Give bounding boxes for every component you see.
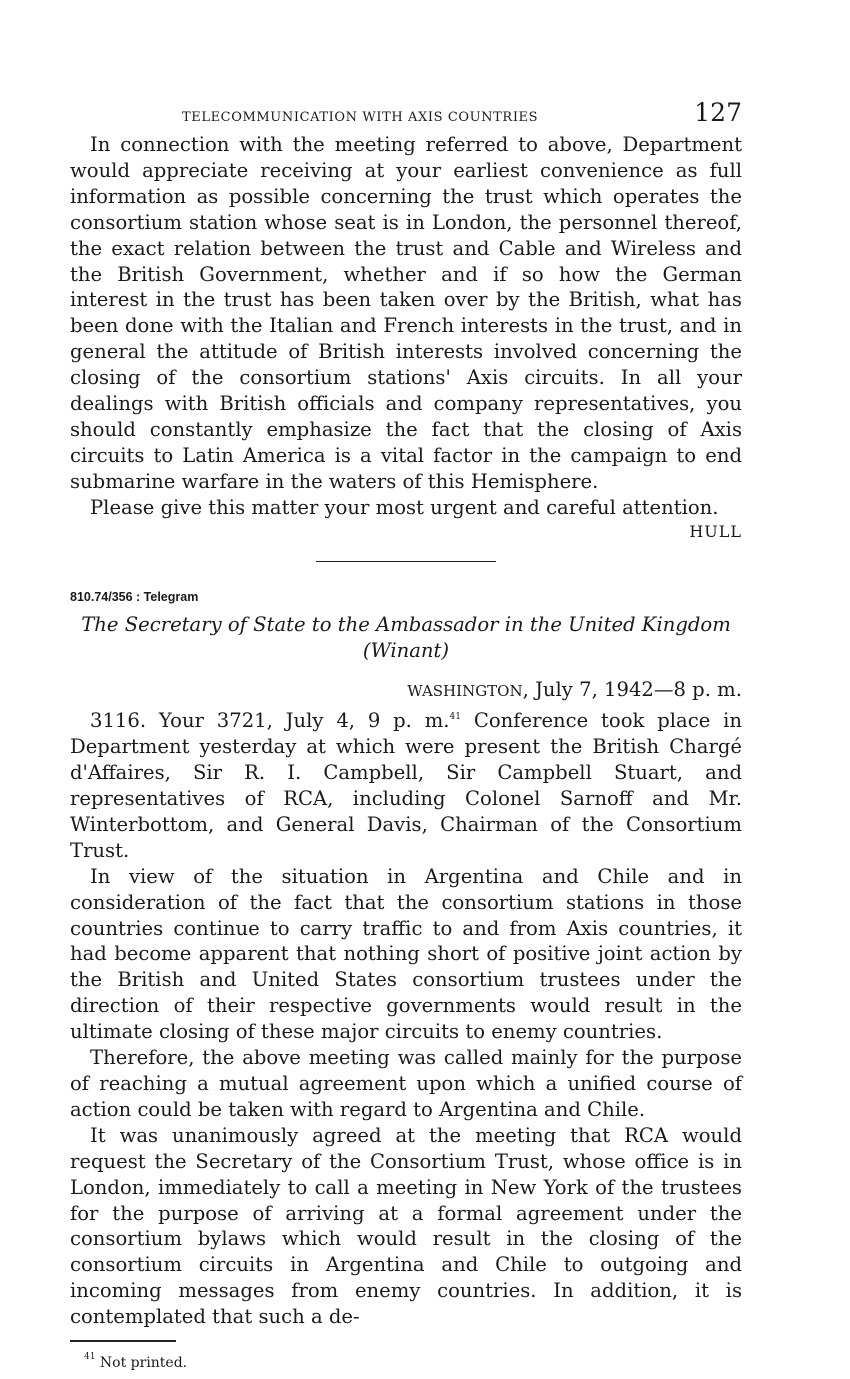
body-paragraph: In view of the situation in Argentina and Chile and in consideration of the fact that the consortium stations in those countries continue to carry traffic to and from Axis countries, it had become apparent that nothing short of positive joint action by the British and United States consortium trustees under the direction of their respective governments would result in the ultimate closing of these major circuits to enemy countries. (70, 864, 742, 1044)
file-number: 810.74/356 : Telegram (70, 589, 199, 604)
telegram-reference: 3116. Your 3721, July 4, 9 p. m. (90, 709, 450, 733)
dateline-date: , July 7, 1942—8 p. m. (522, 678, 742, 702)
section-divider (316, 561, 496, 562)
document-heading-line: (Winant) (362, 638, 450, 662)
footnote-text: Not printed. (99, 1355, 188, 1372)
document-heading (70, 612, 742, 664)
running-head-title: TELECOMMUNICATION WITH AXIS COUNTRIES (182, 110, 539, 125)
footnote-divider (70, 1340, 176, 1342)
footnote-number: 41 (84, 1352, 96, 1363)
footnote (70, 1352, 742, 1371)
prior-document-paragraph: In connection with the meeting referred to above, Department would appreciate receiving at your earliest convenience as full information as possible concerning the trust which operates the consortium station whose seat is in London, the personnel thereof, the exact relation between the trust and Cable and Wireless and the British Government, whether and if so how the German interest in the trust has been taken over by the British, what has been done with the Italian and French interests in the trust, and in general the attitude of British interests involved concerning the closing of the consortium stations' Axis circuits. In all your dealings with British officials and company representatives, you should constantly emphasize the fact that the closing of Axis circuits to Latin America is a vital factor in the campaign to end submarine warfare in the waters of this Hemisphere. (70, 133, 742, 493)
footnote-reference: 41 (449, 712, 461, 723)
page-number: 127 (694, 98, 742, 127)
running-head (70, 98, 742, 132)
body-paragraph: It was unanimously agreed at the meeting that RCA would request the Secretary of the Consortium Trust, whose office is in London, immediately to call a meeting in New York of the trustees for the purpose of arriving at a formal agreement under the consortium bylaws which would result in the closing of the consortium circuits in Argentina and Chile to outgoing and incoming messages from enemy countries. In addition, it is contemplated that such a de- (70, 1123, 742, 1329)
document-heading-line: The Secretary of State to the Ambassador in the United Kingdom (81, 612, 731, 636)
prior-document-paragraph: Please give this matter your most urgent and careful attention. (90, 495, 719, 519)
signature: HULL (689, 521, 742, 541)
body-paragraph (70, 705, 742, 863)
body-text: Conference took place in Department yesterday at which were present the British Chargé d'Affaires, Sir R. I. Campbell, Sir Campbell Stuart, and representatives of RCA, including Colonel Sarnoff and Mr. Winterbottom, and General Davis, Chairman of the Consortium Trust. (70, 709, 742, 862)
dateline (70, 677, 742, 705)
document-page (70, 98, 742, 1371)
dateline-place: WASHINGTON (407, 682, 523, 701)
body-paragraph: Therefore, the above meeting was called mainly for the purpose of reaching a mutual agreement upon which a unified course of action could be taken with regard to Argentina and Chile. (70, 1046, 742, 1121)
